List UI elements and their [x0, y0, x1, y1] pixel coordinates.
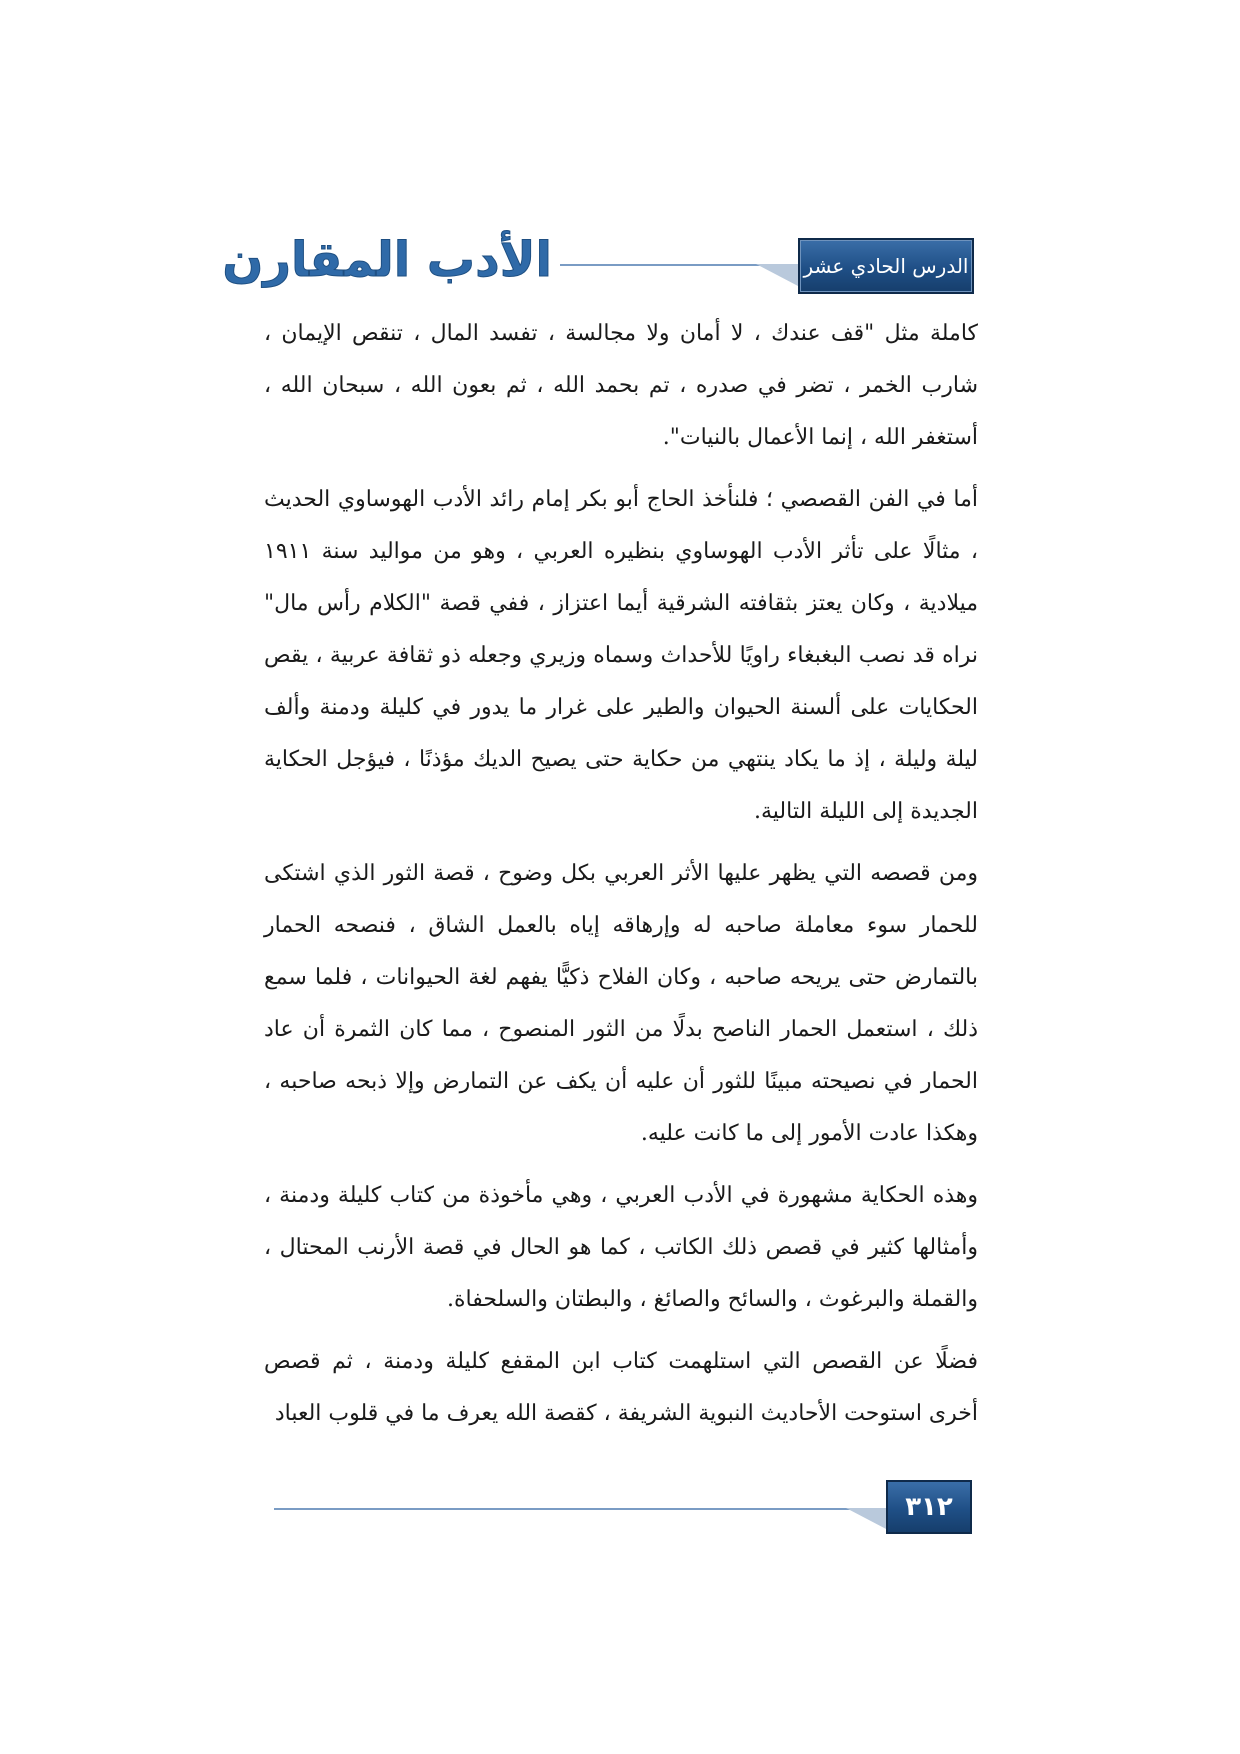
body-text [264, 308, 978, 1450]
paragraph-3: ومن قصصه التي يظهر عليها الأثر العربي بكل وضوح ، قصة الثور الذي اشتكى للحمار سوء معاملة صاحبه له وإرهاقه إياه بالعمل الشاق ، فنصحه الحمار بالتمارض حتى يريحه صاحبه ، وكان الفلاح ذكيًّا يفهم لغة الحيوانات ، فلما سمع ذلك ، استعمل الحمار الناصح بدلًا من الثور المنصوح ، مما كان الثمرة أن عاد الحمار في نصيحته مبينًا للثور أن عليه أن يكف عن التمارض وإلا ذبحه صاحبه ، وهكذا عادت الأمور إلى ما كانت عليه. [264, 861, 978, 1146]
paragraph-4: وهذه الحكاية مشهورة في الأدب العربي ، وهي مأخوذة من كتاب كليلة ودمنة ، وأمثالها كثير في قصص ذلك الكاتب ، كما هو الحال في قصة الأرنب المحتال ، والقملة والبرغوث ، والسائح والصائغ ، والبطتان والسلحفاة. [264, 1183, 978, 1312]
book-title: الأدب المقارن [222, 232, 552, 288]
lesson-label: الدرس الحادي عشر [803, 254, 969, 278]
lesson-label-box [798, 238, 974, 294]
page-header [0, 228, 1240, 292]
footer-rule [274, 1508, 894, 1510]
paragraph-2: أما في الفن القصصي ؛ فلنأخذ الحاج أبو بكر إمام رائد الأدب الهوساوي الحديث ، مثالًا على تأثر الأدب الهوساوي بنظيره العربي ، وهو من مواليد سنة ١٩١١ ميلادية ، وكان يعتز بثقافته الشرقية أيما اعتزاز ، ففي قصة "الكلام رأس مال" نراه قد نصب البغبغاء راويًا للأحداث وسماه وزيري وجعله ذو ثقافة عربية ، يقص الحكايات على ألسنة الحيوان والطير على غرار ما يدور في كليلة ودمنة وألف ليلة وليلة ، إذ ما يكاد ينتهي من حكاية حتى يصيح الديك مؤذنًا ، فيؤجل الحكاية الجديدة إلى الليلة التالية. [264, 487, 978, 824]
footer-rule-wedge [846, 1508, 888, 1530]
paragraph-5: فضلًا عن القصص التي استلهمت كتاب ابن المقفع كليلة ودمنة ، ثم قصص أخرى استوحت الأحاديث النبوية الشريفة ، كقصة الله يعرف ما في قلوب العباد [264, 1349, 978, 1426]
page-number: ٣١٢ [886, 1480, 972, 1534]
page-footer [0, 1480, 1240, 1540]
paragraph-1: كاملة مثل "قف عندك ، لا أمان ولا مجالسة ، تفسد المال ، تنقص الإيمان ، شارب الخمر ، تضر في صدره ، تم بحمد الله ، ثم بعون الله ، سبحان الله ، أستغفر الله ، إنما الأعمال بالنيات". [264, 321, 978, 450]
header-rule-wedge [756, 264, 798, 286]
